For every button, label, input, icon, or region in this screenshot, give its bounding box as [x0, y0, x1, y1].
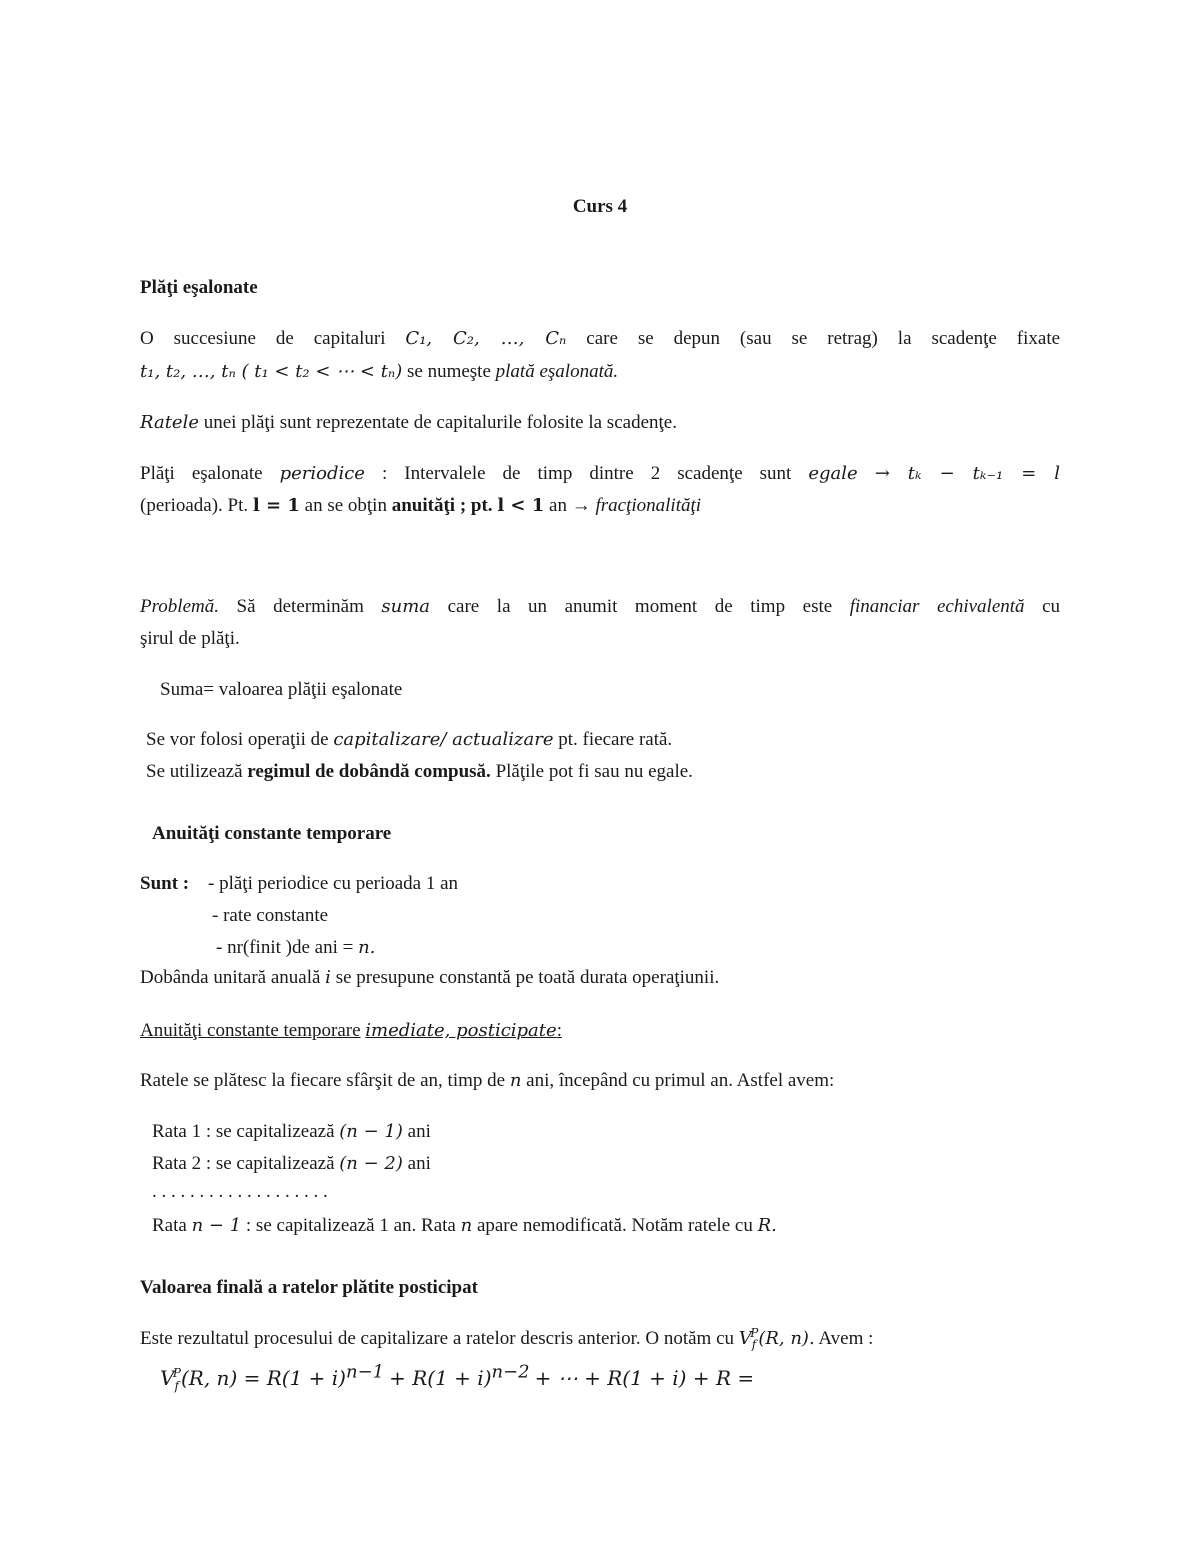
vf-symbol: $V_f^P$	[738, 1326, 759, 1352]
section-heading-plati: Plăţi eşalonate	[140, 277, 258, 298]
section-heading-valoarea: Valoarea finală a ratelor plătite posticipat	[140, 1277, 478, 1298]
interest-line: Dobânda unitară anuală i se presupune constantă pe toată durata operaţiunii.	[140, 967, 720, 988]
paragraph-ratele: Ratele unei plăţi sunt reprezentate de capitalurile folosite la scadenţe.	[140, 412, 677, 433]
sunt-item-3: - nr(finit )de ani = n.	[216, 937, 376, 958]
subheading-imediate: Anuităţi constante temporare imediate, posticipate:	[140, 1020, 562, 1041]
paragraph-periodice-line1: Plăţi eşalonate periodice : Intervalele de timp dintre 2 scadenţe sunt egale → tₖ − tₖ₋₁ = l	[140, 463, 1061, 484]
paragraph-periodice-line2: (perioada). Pt. l = 1 an se obţin anuităţi ; pt. l < 1 an → fracţionalităţi	[140, 495, 702, 516]
regime-line: Se utilizează regimul de dobândă compusă. Plăţile pot fi sau nu egale.	[146, 761, 693, 782]
paragraph-problema-line2: şirul de plăţi.	[140, 628, 240, 649]
ellipsis-dots: . . . . . . . . . . . . . . . . . . .	[152, 1181, 328, 1202]
paragraph-definition-line1: O succesiune de capitaluri C₁, C₂, …, Cₙ care se depun (sau se retrag) la scadenţe fixate	[140, 328, 1061, 349]
section-heading-anuitati: Anuităţi constante temporare	[152, 823, 392, 844]
rate-n-line: Rata n − 1 : se capitalizează 1 an. Rata n apare nemodificată. Notăm ratele cu R.	[152, 1215, 777, 1236]
paragraph-problema-line1: Problemă. Să determinăm suma care la un anumit moment de timp este financiar echivalentă cu	[140, 596, 1061, 617]
rates-intro: Ratele se plătesc la fiecare sfârşit de an, timp de n ani, începând cu primul an. Astfel avem:	[140, 1070, 835, 1091]
period-formula: → tₖ − tₖ₋₁ = l	[874, 463, 1061, 484]
suma-definition: Suma= valoarea plăţii eşalonate	[160, 679, 403, 700]
paragraph-definition-line2: t₁, t₂, …, tₙ ( t₁ < t₂ < ⋯ < tₙ) se numeşte plată eşalonată.	[140, 361, 619, 382]
sunt-item-1: - plăţi periodice cu perioada 1 an	[208, 873, 459, 894]
rate-2-line: Rata 2 : se capitalizează (n − 2) ani	[152, 1153, 431, 1174]
rate-1-line: Rata 1 : se capitalizează (n − 1) ani	[152, 1121, 431, 1142]
final-value-intro: Este rezultatul procesului de capitalizare a ratelor descris anterior. O notăm cu $V_f^P(R$, n). Avem :	[140, 1326, 874, 1352]
doc-title: Curs 4	[572, 196, 628, 217]
operations-line: Se vor folosi operaţii de capitalizare/ actualizare pt. fiecare rată.	[146, 729, 673, 750]
times-formula: t₁, t₂, …, tₙ ( t₁ < t₂ < ⋯ < tₙ)	[140, 361, 403, 382]
sunt-item-2: - rate constante	[212, 905, 329, 926]
sunt-label: Sunt :	[140, 873, 190, 894]
final-value-equation: $V_f^P(R$, $n) = R(1 + i)^{n-1} + R(1 + i)^{n-2}$ + ⋯ + R(1 + i) + R =	[160, 1361, 755, 1393]
capitals-formula: C₁, C₂, …, Cₙ	[405, 328, 567, 349]
